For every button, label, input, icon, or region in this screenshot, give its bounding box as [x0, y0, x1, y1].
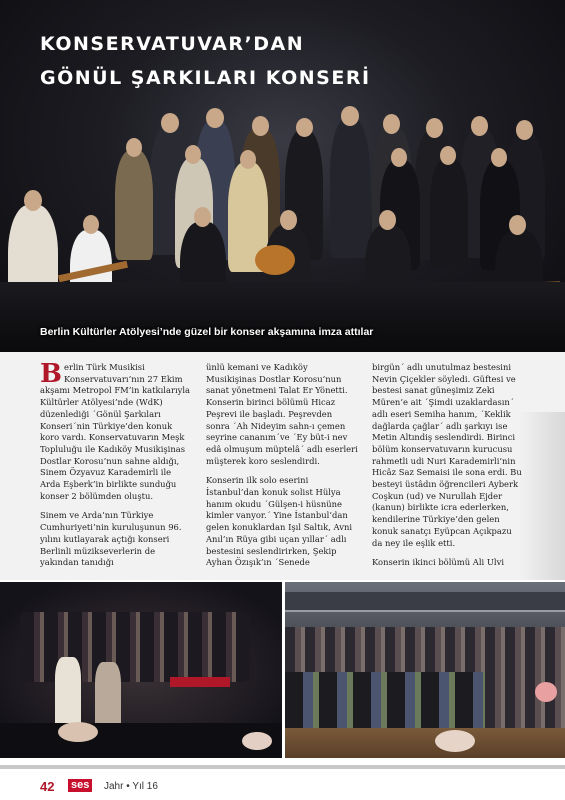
ses-logo: ses — [68, 779, 92, 792]
page-number: 42 — [40, 779, 55, 794]
paragraph: Konserin ilk solo eserini İstanbul’dan konuk solist Hülya hanım okudu ´Gülşen-i hüsnüne kimler vanyor.´ Yine İstanbul’dan gelen konuklardan Işıl Saltık, Avni Anıl’ın Rüya gibi uçan yıllar´ adlı bestesini seslendirirken, Şekip Ayhan Özışık’ın ´Senede — [206, 475, 353, 568]
article-body — [0, 352, 565, 580]
article-column-3 — [372, 362, 524, 577]
hero-photo — [0, 0, 565, 352]
paragraph — [40, 359, 192, 502]
page-title-line1: KONSERVATUVAR’DAN — [40, 33, 305, 55]
page-title-line2: GÖNÜL ŞARKILARI KONSERİ — [40, 67, 371, 89]
paragraph-text: erlin Türk Musikisi Konservatuvarı’nın 27 Ekim akşamı Metropol FM’in katkılarıyla Kültürler Atölyesi’nde (WdK) düzenlediği ´Gönül Şarkıları Konseri´nin Türkiye’den konuk koro vardı. Konservatuvarın Meşk Topluluğu ile Kadıköy Musikişinas Dostlar Korosu’nun sahne aldığı, Sinem Özyavuz Karademirli ile Arda Eşberk’in birlikte sunduğu konser 2 bölümden oluştu. — [40, 362, 191, 501]
article-column-1 — [40, 359, 192, 577]
concert-stage-photo — [0, 582, 282, 758]
page-footer — [0, 765, 565, 800]
audience-photo — [285, 582, 565, 758]
background-photo-fade — [519, 412, 565, 580]
photo-caption: Berlin Kültürler Atölyesi’nde güzel bir konser akşamına imza attılar — [40, 326, 374, 338]
drop-cap: B — [40, 359, 62, 389]
paragraph: ünlü kemani ve Kadıköy Musikişinas Dostlar Korosu’nun sanat yönetmeni Talat Er Yönetti. Konserin birinci bölümü Hicaz Peşrevi ile başladı. Peşrevden sonra ´Ah Nideyim sahn-ı çemen seyrine cananım´ve ´Ey büt-i nev edâ olmuşum müptelâ´ adlı eserleri müşterek koro seslendirdi. — [206, 362, 358, 466]
issue-label: Jahr • Yıl 16 — [104, 781, 158, 792]
article-column-2 — [206, 362, 358, 577]
paragraph: birgün´ adlı unutulmaz bestesini Nevin Çiçekler söyledi. Güftesi ve bestesi sanat güneşimiz Zeki Müren’e ait ´Şimdi uzaklardasın´ adlı eseri Semiha hanım, ´Keklik dağlarda çağlar´ adlı şarkıyı ise Metin Altındiş seslendirdi. Birinci bölüm konservatuvarın kurucusu rahmetli udi Nuri Karademirli’nin Hicâz Saz Semaisi ile sona erdi. Bu besteyi üstâdın öğrencileri Ayberk Coşkun (ud) ve Nurullah Ejder (kanun) birlikte icra ederlerken, kendilerine Türkiye’den gelen konuk sanatçı Eyüpcan Açıkpazu da ney ile eşlik etti. — [372, 362, 522, 548]
paragraph: Konserin ikinci bölümü Ali Ulvi — [372, 557, 505, 568]
paragraph: Sinem ve Arda’nın Türkiye Cumhuriyeti’nin kuruluşunun 96. yılını kutlayarak açtığı konseri Berlinli müzikseverlerin de yakından tanıdığı — [40, 510, 182, 568]
